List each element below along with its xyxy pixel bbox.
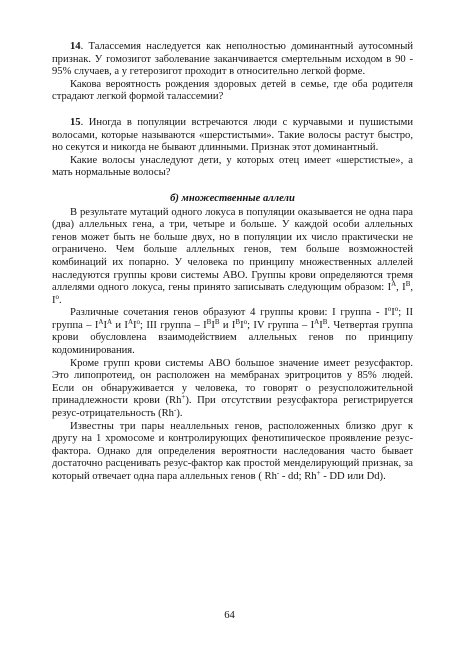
problem-14-question: Какова вероятность рождения здоровых детей в семье, где оба родителя страдают легкой формой талассемии? <box>52 78 413 103</box>
problem-15-question: Какие волосы унаследуют дети, у которых отец имеет «шерстистые», а мать нормальные волосы? <box>52 154 413 179</box>
section-paragraph-3: Кроме групп крови системы АВО большое значение имеет резусфактор. Это липопротеид, он расположен на мембранах эритроцитов у 85% людей. Если он обнаруживается у человека, то говорят о резусположительной принадлежности крови (Rh+). При отсутствии резусфактора регистрируется резус-отрицательность (Rh-). <box>52 357 413 420</box>
problem-14-number: 14 <box>70 41 81 52</box>
page-content <box>52 41 413 484</box>
problem-14-text: 14. Талассемия наследуется как неполностью доминантный аутосомный признак. У гомозигот заболевание заканчивается смертельным исходом в 90 - 95% случаев, а у гетерозигот проходит в относительно легкой форме. <box>52 41 413 78</box>
problem-15-number: 15 <box>70 116 81 128</box>
section-paragraph-4: Известны три пары неаллельных генов, расположенных близко друг к другу на 1 хромосоме и контролирующих фенотипическое проявление резус-фактора. Однако для определения вероятности наследования часто бывает достаточно расценивать резус-фактор как простой менделирующий признак, за который отвечает одна пара аллельных генов ( Rh- - dd; Rh+ - DD или Dd). <box>52 420 413 482</box>
section-title: б) множественные аллели <box>170 192 295 204</box>
page-number: 64 <box>224 610 235 621</box>
section-paragraph-2: Различные сочетания генов образуют 4 группы крови: I группа - $I^oI^o$; II группа – $I^AI^A$ и $I^AI^o$; III группа – $I^BI^B$ и $I^BI^o$; IV группа – $I^AI^B$. Четвертая группа крови обусловлена взаимодействием аллельных генов по принципу кодоминирования. <box>52 305 413 357</box>
section-paragraph-1: В результате мутаций одного локуса в популяции оказывается не одна пара (два) аллельных гена, а три, четыре и больше. У каждой особи аллельных генов может быть не больше двух, но в популяции их число практически не ограничено. Чем больше аллельных генов, тем больше возможностей комбинаций их попарно. У человека по принципу множественных аллелей наследуются группы крови системы АВО. Группы крови определяются тремя аллелями одного локуса, гены принято записывать следующим образом: $I^A$, $I^B$, $I^o$. <box>52 206 414 306</box>
problem-15-text: 15. Иногда в популяции встречаются люди с курчавыми и пушистыми волосами, которые называются «шерстистыми». Такие волосы растут быстро, но секутся и никогда не бывают длинными. Признак этот доминантный. <box>52 116 413 154</box>
